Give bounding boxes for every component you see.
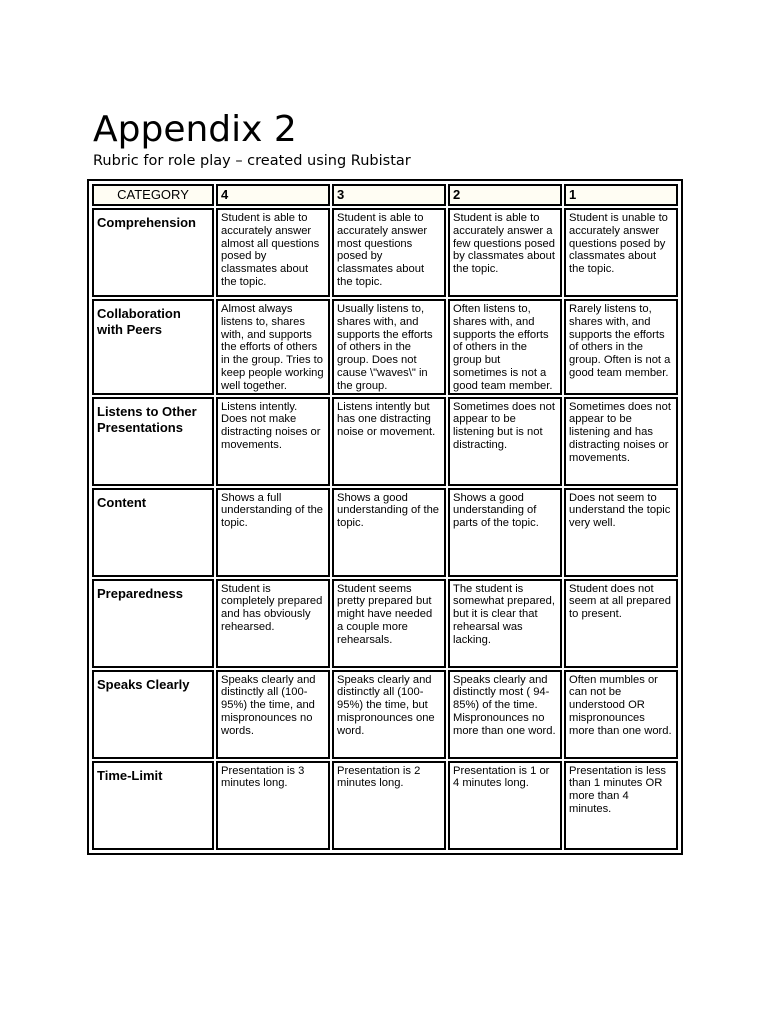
score-1-cell: Does not seem to understand the topic very well. <box>564 488 678 577</box>
score-4-cell: Speaks clearly and distinctly all (100-95%) the time, and mispronounces no words. <box>216 670 330 759</box>
score-2-cell: Shows a good understanding of parts of the topic. <box>448 488 562 577</box>
rubric-table <box>87 179 683 855</box>
score-4-cell: Student is completely prepared and has obviously rehearsed. <box>216 579 330 668</box>
row-category: Content <box>92 488 214 577</box>
header-score-4: 4 <box>216 184 330 206</box>
score-4-cell: Almost always listens to, shares with, and supports the efforts of others in the group. Tries to keep people working well together. <box>216 299 330 395</box>
page-title: Appendix 2 <box>93 109 297 151</box>
row-category: Collaboration with Peers <box>92 299 214 395</box>
table-row <box>92 761 678 850</box>
header-score-2: 2 <box>448 184 562 206</box>
row-category: Listens to Other Presentations <box>92 397 214 486</box>
table-row <box>92 670 678 759</box>
score-3-cell: Presentation is 2 minutes long. <box>332 761 446 850</box>
score-2-cell: Student is able to accurately answer a few questions posed by classmates about the topic. <box>448 208 562 297</box>
score-2-cell: Often listens to, shares with, and supports the efforts of others in the group but sometimes is not a good team member. <box>448 299 562 395</box>
score-2-cell: Speaks clearly and distinctly most ( 94-85%) of the time. Mispronounces no more than one word. <box>448 670 562 759</box>
score-3-cell: Student is able to accurately answer most questions posed by classmates about the topic. <box>332 208 446 297</box>
table-row <box>92 579 678 668</box>
score-3-cell: Shows a good understanding of the topic. <box>332 488 446 577</box>
rubric-table-header <box>92 184 678 206</box>
score-2-cell: Presentation is 1 or 4 minutes long. <box>448 761 562 850</box>
header-score-3: 3 <box>332 184 446 206</box>
score-1-cell: Rarely listens to, shares with, and supports the efforts of others in the group. Often is not a good team member. <box>564 299 678 395</box>
score-3-cell: Listens intently but has one distracting noise or movement. <box>332 397 446 486</box>
score-3-cell: Speaks clearly and distinctly all (100-95%) the time, but mispronounces one word. <box>332 670 446 759</box>
score-2-cell: Sometimes does not appear to be listening but is not distracting. <box>448 397 562 486</box>
table-row <box>92 208 678 297</box>
row-category: Speaks Clearly <box>92 670 214 759</box>
score-1-cell: Student does not seem at all prepared to present. <box>564 579 678 668</box>
table-row <box>92 299 678 395</box>
score-1-cell: Student is unable to accurately answer questions posed by classmates about the topic. <box>564 208 678 297</box>
score-3-cell: Student seems pretty prepared but might have needed a couple more rehearsals. <box>332 579 446 668</box>
score-3-cell: Usually listens to, shares with, and supports the efforts of others in the group. Does not cause \"waves\" in the group. <box>332 299 446 395</box>
row-category: Time-Limit <box>92 761 214 850</box>
header-row <box>92 184 678 206</box>
score-2-cell: The student is somewhat prepared, but it is clear that rehearsal was lacking. <box>448 579 562 668</box>
score-4-cell: Shows a full understanding of the topic. <box>216 488 330 577</box>
table-row <box>92 397 678 486</box>
row-category: Comprehension <box>92 208 214 297</box>
header-category: CATEGORY <box>92 184 214 206</box>
table-row <box>92 488 678 577</box>
score-4-cell: Listens intently. Does not make distracting noises or movements. <box>216 397 330 486</box>
score-1-cell: Often mumbles or can not be understood OR mispronounces more than one word. <box>564 670 678 759</box>
score-4-cell: Student is able to accurately answer almost all questions posed by classmates about the topic. <box>216 208 330 297</box>
score-1-cell: Presentation is less than 1 minutes OR more than 4 minutes. <box>564 761 678 850</box>
row-category: Preparedness <box>92 579 214 668</box>
page-subtitle: Rubric for role play – created using Rubistar <box>93 153 411 169</box>
score-4-cell: Presentation is 3 minutes long. <box>216 761 330 850</box>
header-score-1: 1 <box>564 184 678 206</box>
rubric-table-body <box>92 208 678 850</box>
score-1-cell: Sometimes does not appear to be listening and has distracting noises or movements. <box>564 397 678 486</box>
